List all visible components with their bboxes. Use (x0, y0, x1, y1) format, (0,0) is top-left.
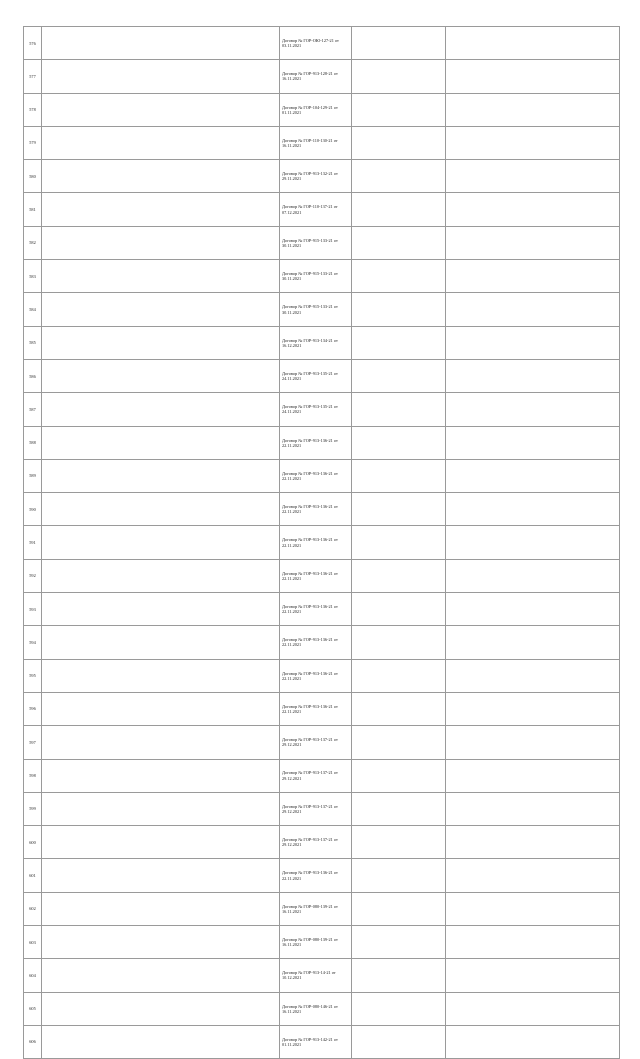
table-row (24, 359, 620, 392)
table-row (24, 559, 620, 592)
table-row (24, 126, 620, 159)
location-cell (446, 726, 620, 759)
contract-date: от 22.11.2021 (282, 470, 338, 481)
contract-number: Договор № ГОР-913-135-21 (282, 404, 333, 410)
contract-number: Договор № ГОР-915-133-21 (282, 237, 333, 243)
contract-cell (280, 892, 352, 925)
organization-cell (42, 426, 280, 459)
contract-date: от 22.11.2021 (282, 603, 338, 615)
contract-date: от 22.11.2021 (282, 537, 338, 548)
row-number-cell: 589 (24, 459, 42, 492)
contract-cell (280, 593, 352, 626)
organization-cell (42, 859, 280, 892)
address-cell (352, 393, 446, 426)
address-cell (352, 593, 446, 626)
address-cell (352, 226, 446, 259)
row-number-cell: 588 (24, 426, 42, 459)
address-cell (352, 93, 446, 126)
location-cell (446, 992, 620, 1025)
location-cell (446, 493, 620, 526)
organization-cell (42, 659, 280, 692)
row-number-cell: 598 (24, 759, 42, 792)
contract-cell (280, 27, 352, 60)
contract-date: от 29.12.2021 (282, 837, 338, 848)
contract-date: от 16.11.2021 (282, 137, 338, 149)
organization-cell (42, 393, 280, 426)
organization-cell (42, 326, 280, 359)
location-cell (446, 126, 620, 159)
organization-cell (42, 93, 280, 126)
organization-cell (42, 260, 280, 293)
table-row (24, 393, 620, 426)
location-cell (446, 892, 620, 925)
table-row (24, 692, 620, 725)
organization-cell (42, 926, 280, 959)
location-cell (446, 593, 620, 626)
registry-table (23, 26, 620, 1059)
address-cell (352, 493, 446, 526)
address-cell (352, 426, 446, 459)
contract-cell (280, 826, 352, 859)
registry-table-body (24, 27, 620, 1059)
row-number-cell: 595 (24, 659, 42, 692)
location-cell (446, 826, 620, 859)
row-number-cell: 594 (24, 626, 42, 659)
contract-cell (280, 226, 352, 259)
contract-date: от 03.11.2021 (282, 37, 339, 49)
contract-cell (280, 459, 352, 492)
contract-date: от 24.11.2021 (282, 404, 338, 415)
location-cell (446, 526, 620, 559)
organization-cell (42, 959, 280, 992)
row-number-cell: 592 (24, 559, 42, 592)
table-row (24, 260, 620, 293)
contract-date: от 01.11.2021 (282, 1036, 338, 1048)
location-cell (446, 393, 620, 426)
contract-number: Договор № ГОР-913-135-21 (282, 370, 333, 376)
row-number-cell: 582 (24, 226, 42, 259)
contract-date: от 16.11.2021 (282, 71, 338, 82)
table-row (24, 459, 620, 492)
address-cell (352, 126, 446, 159)
location-cell (446, 626, 620, 659)
address-cell (352, 260, 446, 293)
address-cell (352, 526, 446, 559)
address-cell (352, 926, 446, 959)
table-row (24, 93, 620, 126)
document-page (23, 26, 619, 1059)
organization-cell (42, 826, 280, 859)
contract-number: Договор № ГОР-104-129-21 (282, 104, 333, 110)
contract-date: от 29.12.2021 (282, 803, 338, 814)
address-cell (352, 1025, 446, 1058)
organization-cell (42, 892, 280, 925)
address-cell (352, 726, 446, 759)
row-number-cell: 602 (24, 892, 42, 925)
table-row (24, 593, 620, 626)
row-number-cell: 597 (24, 726, 42, 759)
row-number-cell: 606 (24, 1025, 42, 1058)
address-cell (352, 859, 446, 892)
contract-number: Договор № ГОР-913-137-21 (282, 737, 333, 743)
organization-cell (42, 60, 280, 93)
location-cell (446, 1025, 620, 1058)
contract-date: от 22.11.2021 (282, 870, 338, 881)
organization-cell (42, 626, 280, 659)
row-number-cell: 604 (24, 959, 42, 992)
contract-date: от 29.12.2021 (282, 770, 338, 781)
table-row (24, 1025, 620, 1058)
location-cell (446, 260, 620, 293)
contract-number: Договор № ГОР-915-133-21 (282, 271, 333, 277)
contract-cell (280, 426, 352, 459)
contract-number: Договор № ГОР-913-136-21 (282, 537, 333, 543)
organization-cell (42, 226, 280, 259)
location-cell (446, 60, 620, 93)
contract-date: от 10.12.2021 (282, 970, 336, 981)
contract-cell (280, 126, 352, 159)
location-cell (446, 226, 620, 259)
contract-number: Договор № ГОР-913-14-21 (282, 970, 331, 976)
contract-number: Договор № ГОР-913-132-21 (282, 171, 333, 177)
table-row (24, 526, 620, 559)
location-cell (446, 759, 620, 792)
address-cell (352, 160, 446, 193)
location-cell (446, 359, 620, 392)
contract-number: Договор № ГОР-913-136-21 (282, 670, 333, 676)
address-cell (352, 193, 446, 226)
location-cell (446, 193, 620, 226)
row-number-cell: 591 (24, 526, 42, 559)
organization-cell (42, 459, 280, 492)
contract-number: Договор № ГОР-913-134-21 (282, 337, 333, 343)
table-row (24, 792, 620, 825)
contract-cell (280, 93, 352, 126)
row-number-cell: 600 (24, 826, 42, 859)
contract-cell (280, 692, 352, 725)
contract-number: Договор № ГОР-913-142-21 (282, 1036, 333, 1042)
row-number-cell: 578 (24, 93, 42, 126)
contract-cell (280, 60, 352, 93)
address-cell (352, 992, 446, 1025)
contract-number: Договор № ГОР-913-136-21 (282, 870, 333, 876)
address-cell (352, 659, 446, 692)
contract-date: от 22.11.2021 (282, 437, 338, 448)
location-cell (446, 459, 620, 492)
contract-date: от 22.11.2021 (282, 670, 338, 681)
location-cell (446, 959, 620, 992)
contract-cell (280, 293, 352, 326)
table-row (24, 759, 620, 792)
row-number-cell: 587 (24, 393, 42, 426)
row-number-cell: 605 (24, 992, 42, 1025)
contract-number: Договор № ГОР-080-139-21 (282, 936, 333, 942)
table-row (24, 426, 620, 459)
contract-date: от 30.11.2021 (282, 271, 338, 282)
contract-number: Договор № ГОР-913-136-21 (282, 603, 333, 609)
table-row (24, 626, 620, 659)
contract-number: Договор № ГОР-110-130-21 (282, 137, 333, 143)
address-cell (352, 759, 446, 792)
location-cell (446, 426, 620, 459)
contract-date: от 16.11.2021 (282, 1003, 338, 1014)
address-cell (352, 359, 446, 392)
contract-date: от 16.12.2021 (282, 337, 338, 348)
organization-cell (42, 526, 280, 559)
contract-cell (280, 326, 352, 359)
address-cell (352, 626, 446, 659)
location-cell (446, 926, 620, 959)
table-row (24, 926, 620, 959)
contract-number: Договор № ГОР-913-136-21 (282, 437, 333, 443)
contract-number: Договор № ГОР-915-133-21 (282, 304, 333, 310)
contract-number: Договор № ГОР-913-137-21 (282, 770, 333, 776)
table-row (24, 27, 620, 60)
table-row (24, 659, 620, 692)
table-row (24, 959, 620, 992)
location-cell (446, 27, 620, 60)
contract-number: Договор № ГОР-913-136-21 (282, 637, 333, 643)
contract-cell (280, 260, 352, 293)
location-cell (446, 659, 620, 692)
contract-date: от 01.11.2021 (282, 104, 338, 115)
address-cell (352, 559, 446, 592)
contract-cell (280, 959, 352, 992)
location-cell (446, 93, 620, 126)
contract-cell (280, 859, 352, 892)
table-row (24, 726, 620, 759)
organization-cell (42, 759, 280, 792)
contract-cell (280, 393, 352, 426)
row-number-cell: 599 (24, 792, 42, 825)
contract-cell (280, 992, 352, 1025)
organization-cell (42, 692, 280, 725)
row-number-cell: 577 (24, 60, 42, 93)
location-cell (446, 792, 620, 825)
table-row (24, 60, 620, 93)
organization-cell (42, 493, 280, 526)
contract-cell (280, 359, 352, 392)
contract-number: Договор № ГОР-913-137-21 (282, 837, 333, 843)
contract-date: от 22.11.2021 (282, 504, 338, 515)
address-cell (352, 60, 446, 93)
table-row (24, 826, 620, 859)
table-row (24, 293, 620, 326)
contract-cell (280, 759, 352, 792)
contract-date: от 24.11.2021 (282, 370, 338, 382)
contract-number: Договор № ГОР-080-139-21 (282, 903, 333, 909)
contract-date: от 16.11.2021 (282, 903, 338, 914)
organization-cell (42, 792, 280, 825)
address-cell (352, 326, 446, 359)
organization-cell (42, 27, 280, 60)
contract-number: Договор № ГОР-080-146-21 (282, 1003, 333, 1009)
table-row (24, 226, 620, 259)
address-cell (352, 792, 446, 825)
contract-cell (280, 659, 352, 692)
organization-cell (42, 160, 280, 193)
row-number-cell: 584 (24, 293, 42, 326)
organization-cell (42, 992, 280, 1025)
row-number-cell: 581 (24, 193, 42, 226)
row-number-cell: 603 (24, 926, 42, 959)
organization-cell (42, 726, 280, 759)
address-cell (352, 692, 446, 725)
contract-number: Договор № ГОР-913-128-21 (282, 71, 333, 77)
row-number-cell: 579 (24, 126, 42, 159)
contract-cell (280, 559, 352, 592)
contract-number: Договор № ГОР-913-136-21 (282, 703, 333, 709)
organization-cell (42, 359, 280, 392)
address-cell (352, 293, 446, 326)
location-cell (446, 559, 620, 592)
organization-cell (42, 593, 280, 626)
contract-date: от 30.11.2021 (282, 237, 338, 248)
table-row (24, 493, 620, 526)
contract-date: от 22.11.2021 (282, 570, 338, 581)
row-number-cell: 596 (24, 692, 42, 725)
contract-number: Договор № ГОР-913-136-21 (282, 470, 333, 476)
address-cell (352, 826, 446, 859)
organization-cell (42, 293, 280, 326)
table-row (24, 992, 620, 1025)
contract-number: Договор № ГОР-913-137-21 (282, 803, 333, 809)
contract-number: Договор № ГОР-913-136-21 (282, 504, 333, 510)
row-number-cell: 583 (24, 260, 42, 293)
address-cell (352, 459, 446, 492)
contract-cell (280, 626, 352, 659)
address-cell (352, 27, 446, 60)
contract-date: от 22.11.2021 (282, 637, 338, 648)
organization-cell (42, 559, 280, 592)
contract-cell (280, 1025, 352, 1058)
location-cell (446, 859, 620, 892)
contract-date: от 07.12.2021 (282, 204, 338, 215)
row-number-cell: 576 (24, 27, 42, 60)
row-number-cell: 601 (24, 859, 42, 892)
contract-cell (280, 926, 352, 959)
table-row (24, 160, 620, 193)
contract-number: Договор № ГОР-913-136-21 (282, 570, 333, 576)
contract-date: от 29.11.2021 (282, 171, 338, 182)
organization-cell (42, 193, 280, 226)
location-cell (446, 160, 620, 193)
table-row (24, 326, 620, 359)
table-row (24, 193, 620, 226)
contract-date: от 29.12.2021 (282, 737, 338, 748)
table-row (24, 859, 620, 892)
organization-cell (42, 126, 280, 159)
contract-number: Договор № ГОР-110-137-21 (282, 204, 333, 210)
location-cell (446, 293, 620, 326)
row-number-cell: 586 (24, 359, 42, 392)
contract-date: от 22.11.2021 (282, 703, 338, 715)
contract-cell (280, 160, 352, 193)
row-number-cell: 585 (24, 326, 42, 359)
contract-date: от 16.11.2021 (282, 936, 338, 948)
contract-cell (280, 493, 352, 526)
contract-cell (280, 792, 352, 825)
table-row (24, 892, 620, 925)
row-number-cell: 580 (24, 160, 42, 193)
organization-cell (42, 1025, 280, 1058)
contract-number: Договор № ГОР-ОЮ-127-21 (282, 37, 334, 43)
contract-cell (280, 526, 352, 559)
address-cell (352, 892, 446, 925)
contract-cell (280, 726, 352, 759)
address-cell (352, 959, 446, 992)
contract-cell (280, 193, 352, 226)
location-cell (446, 692, 620, 725)
location-cell (446, 326, 620, 359)
contract-date: от 30.11.2021 (282, 304, 338, 315)
row-number-cell: 593 (24, 593, 42, 626)
row-number-cell: 590 (24, 493, 42, 526)
